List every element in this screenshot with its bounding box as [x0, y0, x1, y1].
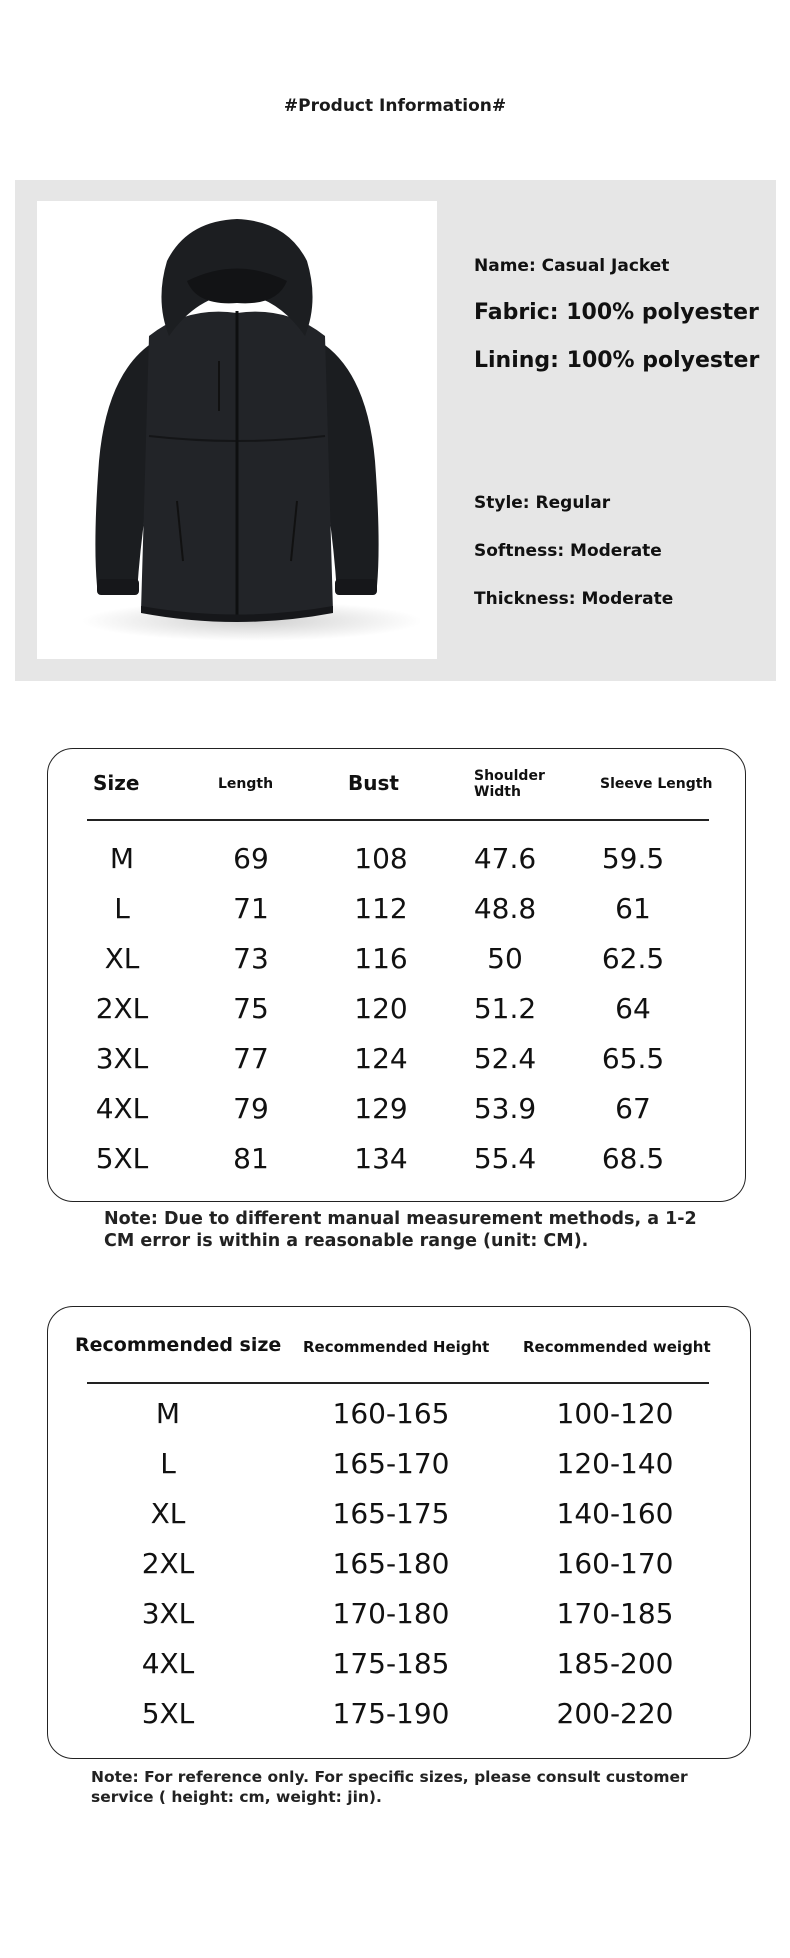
cell-sleeve-length: 65.5 [601, 1042, 665, 1075]
cell-recommended-size: 3XL [141, 1597, 195, 1630]
cell-recommended-height: 165-175 [332, 1497, 450, 1530]
product-thickness: Thickness: Moderate [474, 589, 674, 609]
cell-recommended-size: M [155, 1397, 181, 1430]
header-size: Size [93, 771, 140, 795]
header-recommended-size: Recommended size [75, 1334, 282, 1356]
cell-sleeve-length: 68.5 [601, 1142, 665, 1175]
cell-recommended-weight: 185-200 [556, 1647, 674, 1680]
header-length: Length [218, 776, 274, 792]
cell-bust: 124 [354, 1042, 408, 1075]
recommended-size-note: Note: For reference only. For specific sizes, please consult customer service ( height: cm, weight: jin). [91, 1768, 688, 1806]
cell-shoulder-width: 48.8 [473, 892, 537, 925]
cell-recommended-size: 5XL [141, 1697, 195, 1730]
cell-bust: 120 [354, 992, 408, 1025]
cell-length: 81 [233, 1142, 269, 1175]
cell-shoulder-width: 55.4 [473, 1142, 537, 1175]
size-chart-note: Note: Due to different manual measurement methods, a 1-2 CM error is within a reasonable range (unit: CM). [104, 1209, 697, 1251]
cell-recommended-weight: 170-185 [556, 1597, 674, 1630]
cell-recommended-size: 4XL [141, 1647, 195, 1680]
header-recommended-height: Recommended Height [303, 1338, 490, 1356]
cell-size: 3XL [95, 1042, 149, 1075]
cell-recommended-weight: 100-120 [556, 1397, 674, 1430]
header-divider [87, 819, 709, 821]
product-fabric: Fabric: 100% polyester [474, 300, 759, 325]
product-image [37, 201, 437, 659]
cell-sleeve-length: 67 [615, 1092, 651, 1125]
cell-recommended-height: 175-185 [332, 1647, 450, 1680]
cell-sleeve-length: 59.5 [601, 842, 665, 875]
cell-size: 5XL [95, 1142, 149, 1175]
cell-bust: 112 [354, 892, 408, 925]
cell-bust: 134 [354, 1142, 408, 1175]
cell-recommended-height: 170-180 [332, 1597, 450, 1630]
cell-size: XL [104, 942, 140, 975]
cell-recommended-weight: 200-220 [556, 1697, 674, 1730]
cell-length: 77 [233, 1042, 269, 1075]
size-chart-table [47, 748, 746, 1202]
cell-shoulder-width: 50 [487, 942, 523, 975]
cell-bust: 116 [354, 942, 408, 975]
cell-sleeve-length: 61 [615, 892, 651, 925]
product-info-panel [15, 180, 776, 681]
cell-length: 75 [233, 992, 269, 1025]
cell-recommended-height: 165-170 [332, 1447, 450, 1480]
cell-bust: 129 [354, 1092, 408, 1125]
product-style: Style: Regular [474, 493, 611, 513]
cell-size: M [109, 842, 135, 875]
cell-recommended-height: 165-180 [332, 1547, 450, 1580]
cell-recommended-weight: 160-170 [556, 1547, 674, 1580]
recommended-size-table [47, 1306, 751, 1759]
cell-recommended-size: L [160, 1447, 176, 1480]
cell-shoulder-width: 53.9 [473, 1092, 537, 1125]
cell-recommended-height: 160-165 [332, 1397, 450, 1430]
cell-length: 73 [233, 942, 269, 975]
cell-size: L [114, 892, 130, 925]
cell-length: 71 [233, 892, 269, 925]
product-lining: Lining: 100% polyester [474, 348, 760, 373]
header-sleeve-length: Sleeve Length [600, 776, 713, 792]
cell-sleeve-length: 64 [615, 992, 651, 1025]
cell-shoulder-width: 51.2 [473, 992, 537, 1025]
header-shoulder-width: Shoulder Width [474, 768, 545, 800]
product-softness: Softness: Moderate [474, 541, 662, 561]
cell-recommended-weight: 140-160 [556, 1497, 674, 1530]
cell-recommended-size: XL [150, 1497, 186, 1530]
cell-shoulder-width: 47.6 [473, 842, 537, 875]
header-bust: Bust [348, 771, 399, 795]
cell-bust: 108 [354, 842, 408, 875]
cell-recommended-size: 2XL [141, 1547, 195, 1580]
cell-length: 79 [233, 1092, 269, 1125]
header-recommended-weight: Recommended weight [523, 1338, 711, 1356]
page-title: #Product Information# [283, 96, 507, 116]
cell-recommended-weight: 120-140 [556, 1447, 674, 1480]
cell-length: 69 [233, 842, 269, 875]
header-divider [87, 1382, 709, 1384]
cell-size: 4XL [95, 1092, 149, 1125]
jacket-illustration [37, 201, 437, 659]
cell-sleeve-length: 62.5 [601, 942, 665, 975]
product-name: Name: Casual Jacket [474, 256, 670, 276]
cell-size: 2XL [95, 992, 149, 1025]
cell-recommended-height: 175-190 [332, 1697, 450, 1730]
cell-shoulder-width: 52.4 [473, 1042, 537, 1075]
